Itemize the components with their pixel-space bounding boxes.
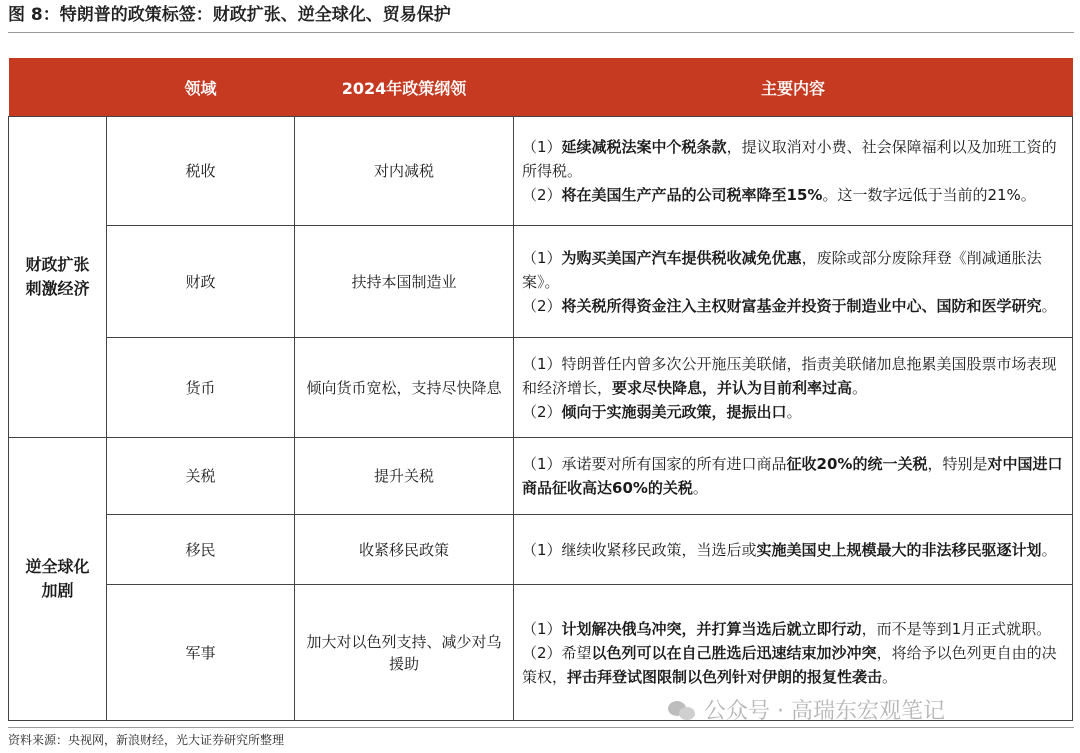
content-text: 。 [1041, 540, 1057, 559]
highlight-text: 倾向于实施弱美元政策，提振出口 [561, 402, 787, 421]
highlight-text: 要求尽快降息，并认为目前利率过高 [612, 378, 853, 397]
figure-title: 图 8：特朗普的政策标签：财政扩张、逆全球化、贸易保护 [8, 5, 451, 25]
header-blank [9, 58, 107, 117]
content-text: （2） [522, 296, 562, 315]
highlight-text: 实施美国史上规模最大的非法移民驱逐计划 [756, 540, 1042, 559]
content-text: 。 [692, 479, 708, 497]
field-cell: 货币 [107, 338, 295, 438]
content-item [522, 135, 1066, 183]
highlight-text: 将关税所得资金注入主权财富基金并投资于制造业中心、国防和医学研究 [561, 296, 1042, 315]
highlight-text: 将在美国生产产品的公司税率降至15% [561, 186, 823, 204]
highlight-text: 延续减税法案中个税条款 [561, 138, 727, 156]
content-text: 。 [1041, 296, 1057, 315]
content-text: （2） [522, 186, 562, 204]
table-row [9, 226, 1073, 338]
platform-cell: 加大对以色列支持、减少对乌援助 [295, 585, 514, 721]
wechat-icon [668, 699, 696, 721]
platform-cell: 提升关税 [295, 438, 514, 515]
table-row [9, 117, 1073, 226]
content-text: 。 [852, 378, 868, 397]
source-note: 资料来源：央视网，新浪财经，光大证券研究所整理 [8, 733, 285, 747]
content-text: （1） [522, 138, 562, 156]
content-text: （1）特朗普任内曾多次公开施压美联储，指责美联储加息拖累美国股票市场表现和经济增长， [522, 354, 1057, 397]
field-cell: 关税 [107, 438, 295, 515]
field-cell: 军事 [107, 585, 295, 721]
content-cell [514, 338, 1073, 438]
content-item [522, 352, 1066, 400]
platform-cell: 收紧移民政策 [295, 515, 514, 585]
watermark-text: 公众号 · 高瑞东宏观笔记 [704, 699, 945, 724]
content-text: ，特别是 [927, 455, 988, 473]
content-cell [514, 117, 1073, 226]
content-text: （2）希望 [522, 643, 592, 662]
content-item [522, 400, 1066, 424]
source-divider [8, 727, 1074, 728]
field-cell: 税收 [107, 117, 295, 226]
platform-cell: 倾向货币宽松，支持尽快降息 [295, 338, 514, 438]
highlight-text: 对中国进口商品征收高达60%的关税 [522, 455, 1063, 497]
table-row [9, 515, 1073, 585]
content-text: ，而不是等到1月正式就职。 [861, 619, 1052, 638]
title-divider [8, 32, 1074, 33]
content-item [522, 294, 1066, 318]
highlight-text: 计划解决俄乌冲突，并打算当选后就立即行动 [561, 619, 862, 638]
content-item [522, 452, 1066, 500]
content-item [522, 641, 1066, 689]
content-text: 。 [786, 402, 802, 421]
header-platform: 2024年政策纲领 [295, 58, 514, 117]
content-cell [514, 438, 1073, 515]
content-text: 。 [882, 667, 898, 686]
table-row [9, 438, 1073, 515]
field-cell: 财政 [107, 226, 295, 338]
content-text: （2） [522, 402, 562, 421]
header-content: 主要内容 [514, 58, 1073, 117]
table-header-row [9, 58, 1073, 117]
highlight-text: 抨击拜登试图限制以色列针对伊朗的报复性袭击 [567, 667, 883, 686]
watermark [668, 694, 945, 725]
content-item [522, 538, 1066, 562]
platform-cell: 扶持本国制造业 [295, 226, 514, 338]
content-text: 。这一数字远低于当前的21%。 [822, 186, 1036, 204]
area-cell: 逆全球化 加剧 [9, 438, 107, 721]
highlight-text: 以色列可以在自己胜选后迅速结束加沙冲突 [591, 643, 877, 662]
content-text: （1）继续收紧移民政策，当选后或 [522, 540, 757, 559]
content-text: ，将给予以色列更自由的决策权， [522, 643, 1057, 686]
content-cell [514, 515, 1073, 585]
content-text: （1） [522, 619, 562, 638]
platform-cell: 对内减税 [295, 117, 514, 226]
content-item [522, 246, 1066, 294]
table-row [9, 338, 1073, 438]
area-cell: 财政扩张 刺激经济 [9, 117, 107, 438]
policy-table [8, 58, 1073, 721]
content-text: （1） [522, 248, 562, 267]
field-cell: 移民 [107, 515, 295, 585]
highlight-text: 征收20%的统一关税 [786, 455, 928, 473]
content-text: ，废除或部分废除拜登《削减通胀法案》。 [522, 248, 1042, 291]
content-text: （1）承诺要对所有国家的所有进口商品 [522, 455, 787, 473]
highlight-text: 为购买美国产汽车提供税收减免优惠 [561, 248, 802, 267]
header-field: 领域 [107, 58, 295, 117]
content-text: ，提议取消对小费、社会保障福利以及加班工资的所得税。 [522, 138, 1057, 180]
content-item [522, 617, 1066, 641]
content-item [522, 183, 1066, 207]
content-cell [514, 226, 1073, 338]
